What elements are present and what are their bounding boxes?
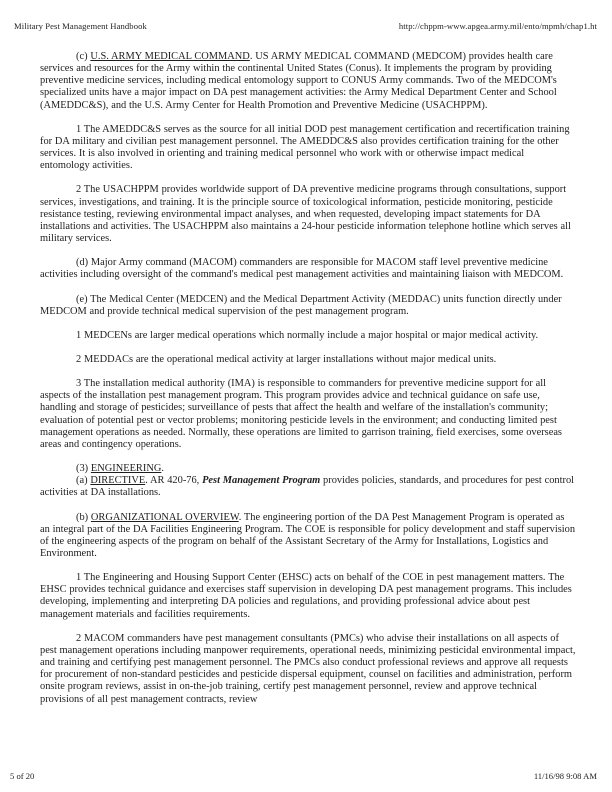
paragraph [40, 512, 576, 561]
paragraph [40, 354, 576, 366]
text-run: (d) Major Army command (MACOM) commanders are responsible for MACOM staff level preventive medicine activities including oversight of the command's medical pest management activities and maintaining liaison with MEDCOM. [40, 257, 564, 281]
paragraph [40, 184, 576, 245]
paragraph [40, 572, 576, 621]
paragraph [40, 124, 576, 173]
text-run: . The engineering portion of the DA Pest Management Program is operated as an integral part of the DA Facilities Engineering Program. The COE is responsible for policy development and staff supervision of the engineering aspects of the program on behalf of the Assistant Secretary of the Army for Installations, Logistics and Environment. [40, 511, 576, 559]
paragraph [40, 475, 576, 499]
text-run: (a) [76, 475, 91, 487]
text-run: U.S. ARMY MEDICAL COMMAND [90, 51, 250, 62]
text-run: 1 The Engineering and Housing Support Center (EHSC) acts on behalf of the COE in pest management matters. The EHSC provides technical guidance and exercises staff supervision in developing DA pest management programs. This includes developing, implementing and interpreting DA policies and regulations, and providing professional advice about pest management materials and facilities requirements. [40, 572, 572, 620]
text-run: 2 MACOM commanders have pest management consultants (PMCs) who advise their installations on all aspects of pest management operations including manpower requirements, operational needs, minimizing pesticidal environmental impact, and training and certifying pest management personnel. The PMCs also conduct professional reviews and approve all requests for procurement of non-standard pesticides and pesticide dispersal equipment, counsel on facilities and administration, perform onsite program reviews, assist in on-the-job training, certify pest management personnel, review and approve technical provisions of all pest management contracts, review [40, 632, 576, 705]
text-run: DIRECTIVE [90, 475, 146, 487]
text-run: 1 The AMEDDC&S serves as the source for all initial DOD pest management certification and recertification training for DA military and civilian pest management personnel. The AMEDDC&S also provides certification training for the other services. It is also involved in orienting and training medical personnel who work with or otherwise impact medical entomology activities. [40, 123, 570, 172]
text-run: (e) The Medical Center (MEDCEN) and the Medical Department Activity (MEDDAC) units function directly under MEDCOM and provide technical medical supervision of the pest management program. [40, 293, 562, 317]
text-run: . US ARMY MEDICAL COMMAND (MEDCOM) provides health care services and resources for the Army within the continental United States (Conus). It implements the program by providing preventive medicine services, including medical entomology support to CONUS Army commands. Two of the MEDCOM's specialized units have a major impact on DA pest management activities: the Army Medical Department Center and School (AMEDDC&S), and the U.S. Army Center for Health Promotion and Preventive Medicine (USACHPPM). [40, 51, 557, 111]
text-run: . [161, 463, 164, 475]
text-run: provides policies, standards, and procedures for pest control activities at DA installations. [40, 475, 575, 499]
footer-page-number: 5 of 20 [10, 771, 35, 781]
text-run: 2 The USACHPPM provides worldwide support of DA preventive medicine programs through consultations, support services, investigations, and training. It is the principle source of toxicological information, pesticide monitoring, pesticide resistance testing, reviewing environmental impact analyses, and when requested, developing impact statements for DA installations and activities. The USACHPPM also maintains a 24-hour pesticide information telephone hotline which serves all military services. [40, 184, 571, 245]
text-run: Pest Management Program [202, 475, 321, 487]
paragraph [40, 294, 576, 318]
paragraph [40, 378, 576, 451]
footer-timestamp: 11/16/98 9:08 AM [533, 771, 597, 781]
header-title: Military Pest Management Handbook [14, 21, 147, 31]
paragraph [40, 257, 576, 281]
text-run: (b) [76, 511, 91, 523]
text-run: 1 MEDCENs are larger medical operations which normally include a major hospital or major medical activity. [76, 329, 539, 341]
text-run: (3) [76, 463, 91, 475]
paragraph [40, 330, 576, 342]
page-footer [10, 771, 597, 781]
text-run: (c) [76, 51, 91, 62]
text-run: 2 MEDDACs are the operational medical activity at larger installations without major medical units. [76, 353, 497, 365]
header-url: http://chppm-www.apgea.army.mil/ento/mpmh/chap1.ht [398, 21, 597, 31]
text-run: . AR 420-76, [145, 475, 203, 487]
text-run: ENGINEERING [90, 463, 162, 475]
text-run: ORGANIZATIONAL OVERVIEW [90, 511, 239, 523]
paragraph [40, 633, 576, 706]
page-header [14, 21, 597, 31]
text-run: 3 The installation medical authority (IMA) is responsible to commanders for preventive medicine support for all aspects of the installation pest management program. This program provides advice and technical guidance on safe use, handling and storage of pesticides; surveillance of pests that affect the health and welfare of the installation's community; evaluation of potential pest or vector problems; monitoring pesticide levels in the environment; and conducting limited pest management operations as needed. Normally, these operations are limited to garrison training, field exercises, some overseas areas and contingency operations. [40, 378, 562, 450]
paragraph [40, 51, 576, 112]
document-content [40, 51, 576, 706]
paragraph [40, 463, 576, 475]
